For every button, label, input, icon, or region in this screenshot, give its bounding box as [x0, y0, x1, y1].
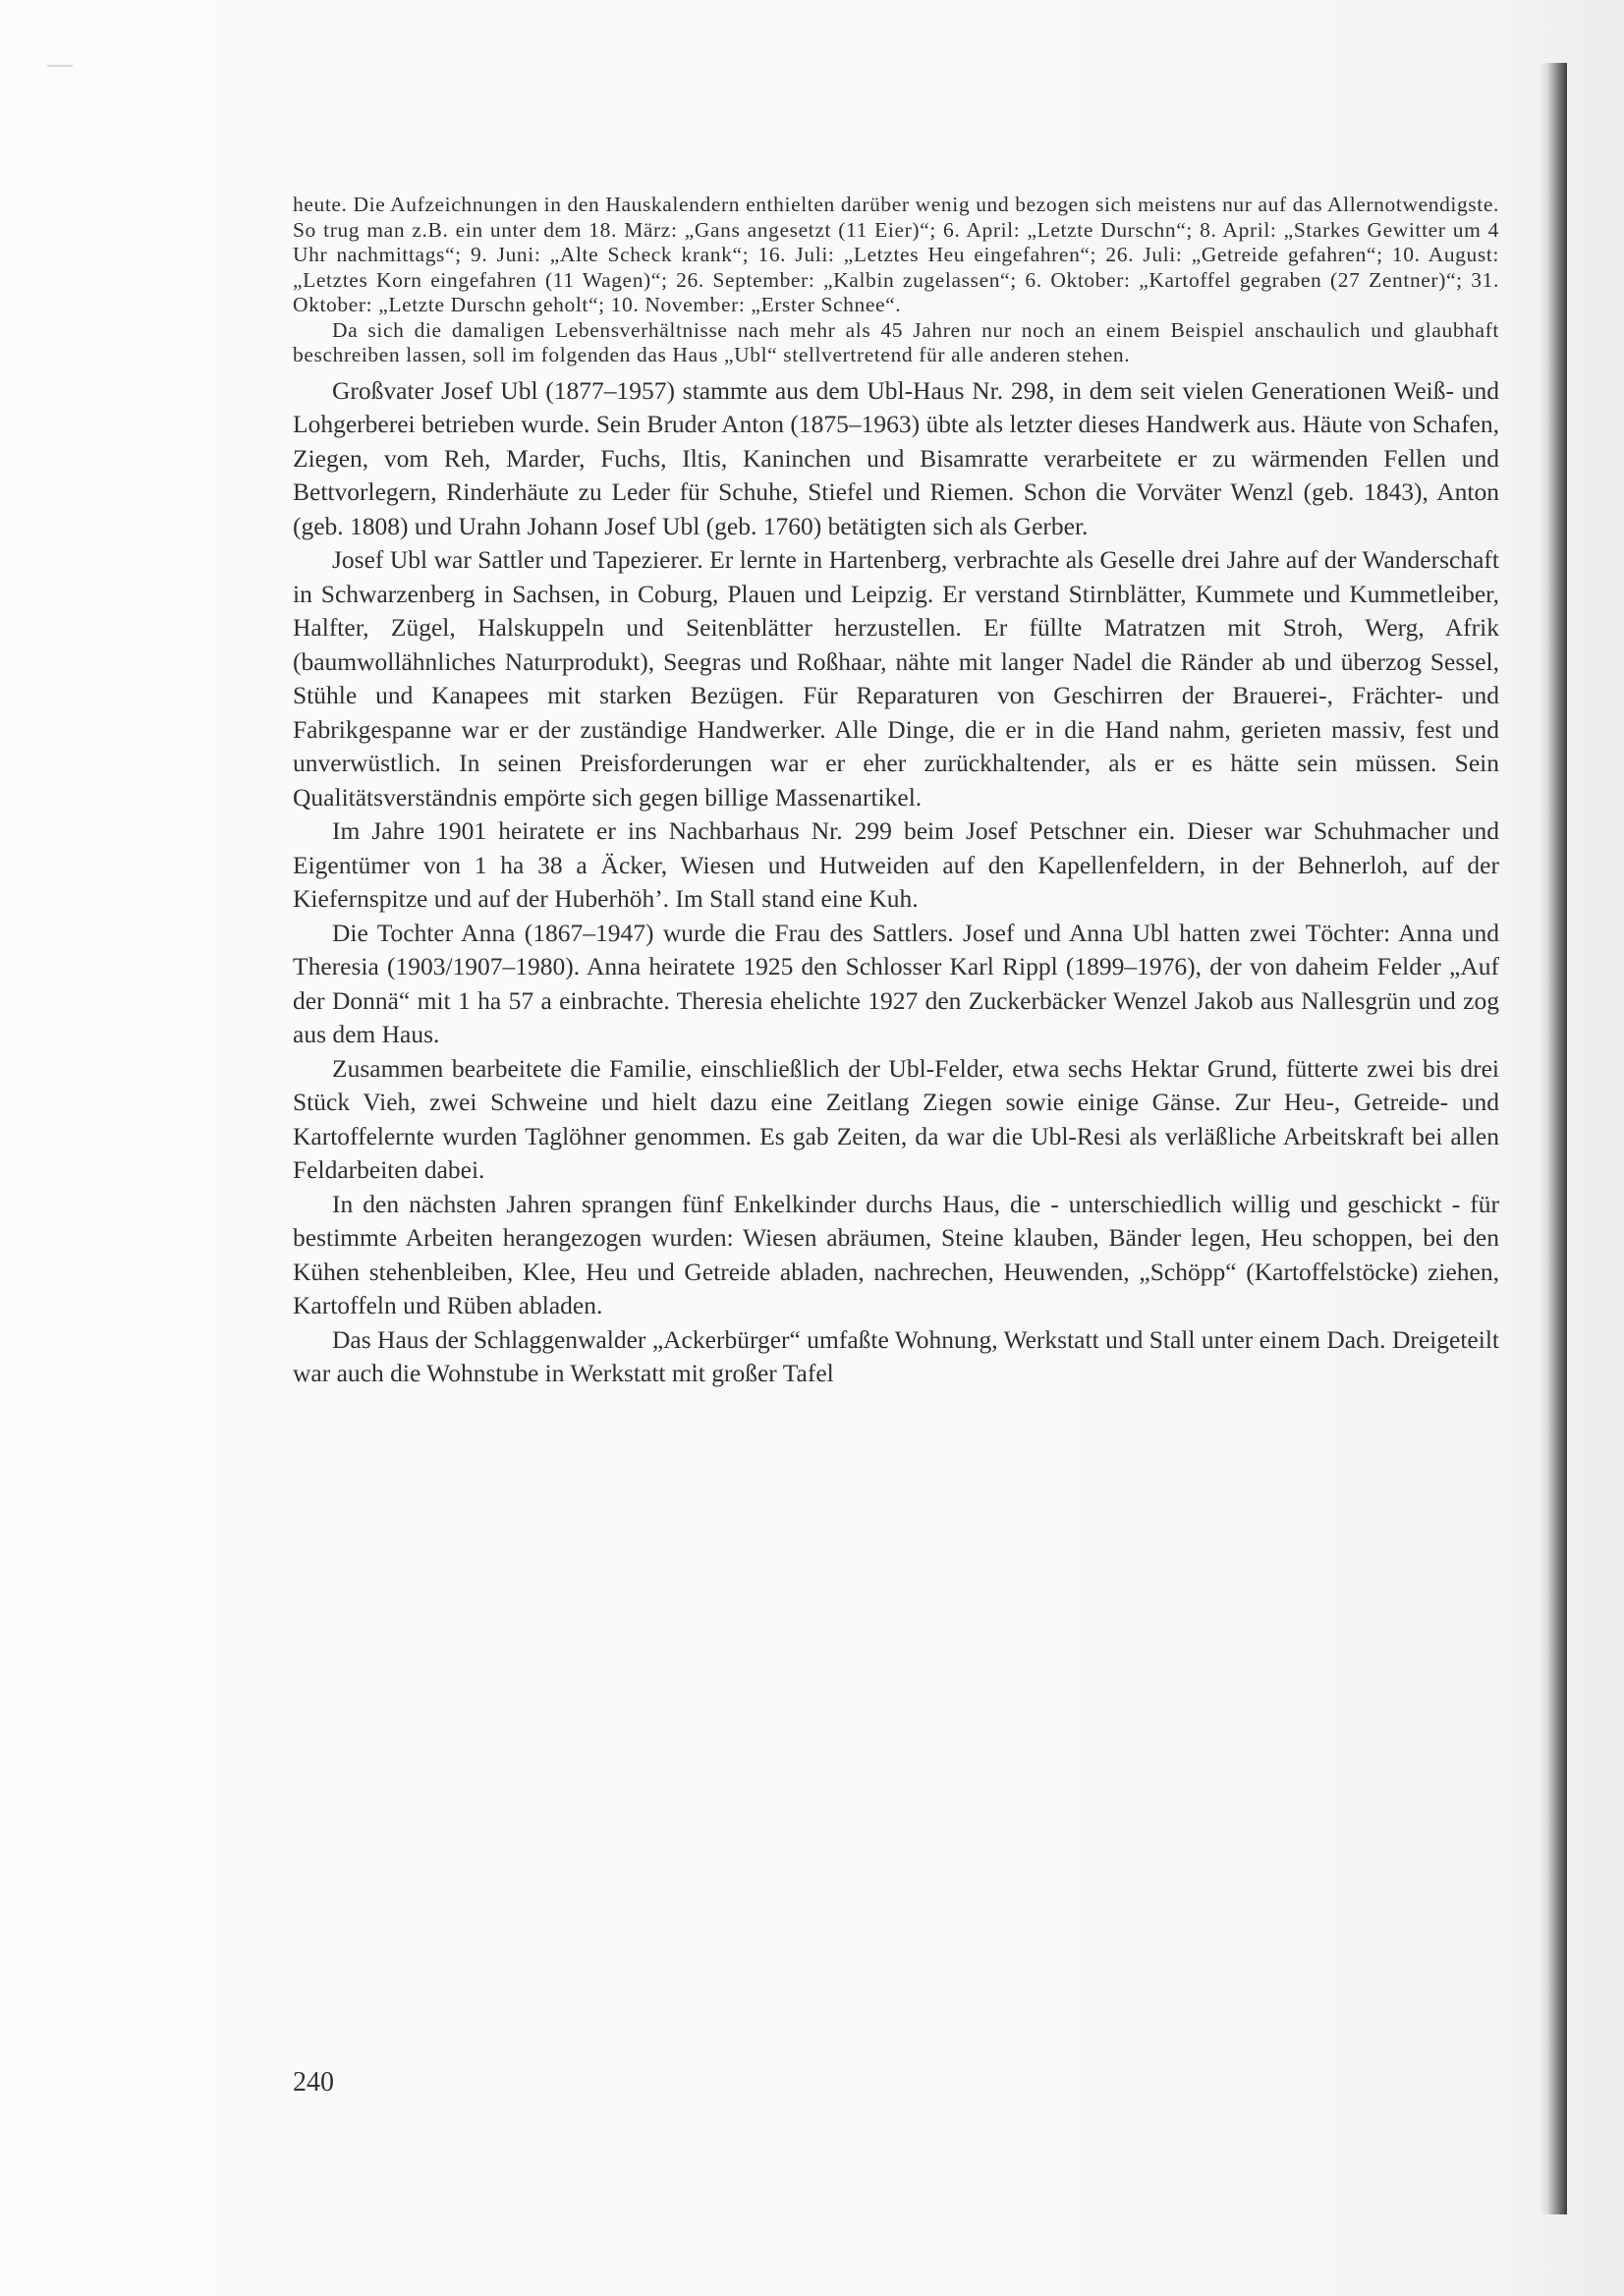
paragraph-house-layout: Das Haus der Schlaggenwalder „Ackerbürger“ umfaßte Wohnung, Werkstatt und Stall unter einem Dach. Dreigeteilt war auch die Wohnstube in Werkstatt mit großer Tafel — [293, 1324, 1499, 1387]
paragraph-daughters: Die Tochter Anna (1867–1947) wurde die Frau des Sattlers. Josef und Anna Ubl hatten zwei Töchter: Anna und Theresia (1903/1907–1980). Anna heiratete 1925 den Schlosser Karl Rippl (1899–1976), der von daheim Felder „Auf der Donnä“ mit 1 ha 57 a einbrachte. Theresia ehelichte 1927 den Zuckerbäcker Wenzel Jakob aus Nallesgrün und zog aus dem Haus. — [293, 918, 1499, 1048]
paragraph-grandchildren: In den nächsten Jahren sprangen fünf Enkelkinder durchs Haus, die - unterschiedlich willig und geschickt - für bestimmte Arbeiten herangezogen wurden: Wiesen abräumen, Steine klauben, Bänder legen, Heu schoppen, bei den Kühen stehenbleiben, Klee, Heu und Getreide abladen, nachrechen, Heuwenden, „Schöpp“ (Kartoffelstöcke) ziehen, Kartoffeln und Rüben abladen. — [293, 1189, 1499, 1319]
small-print-section — [293, 193, 1499, 368]
body-text — [293, 193, 1499, 1391]
book-spine-shadow — [1540, 63, 1567, 2214]
paragraph-house-ubl-intro: Da sich die damaligen Lebensverhältnisse nach mehr als 45 Jahren nur noch an einem Beispiel anschaulich und glaubhaft beschreiben lassen, soll im folgenden das Haus „Ubl“ stellvertretend für alle anderen stehen. — [293, 317, 1499, 366]
main-text-section — [293, 374, 1499, 1391]
paragraph-saddler: Josef Ubl war Sattler und Tapezierer. Er lernte in Hartenberg, verbrachte als Geselle drei Jahre auf der Wanderschaft in Schwarzenberg in Sachsen, in Coburg, Plauen und Leipzig. Er verstand Stirnblätter, Kummete und Kummetleiber, Halfter, Zügel, Halskuppeln und Seitenblätter herzustellen. Er füllte Matratzen mit Stroh, Werg, Afrik (baumwollähnliches Naturprodukt), Seegras und Roßhaar, nähte mit langer Nadel die Ränder ab und überzog Sessel, Stühle und Kanapees mit starken Bezügen. Für Reparaturen von Geschirren der Brauerei-, Frächter- und Fabrikgespanne war er der zuständige Handwerker. Alle Dinge, die er in die Hand nahm, gerieten massiv, fest und unverwüstlich. In seinen Preisforderungen war er eher zurückhaltender, als er es hätte sein müssen. Sein Qualitätsverständnis empörte sich gegen billige Massenartikel. — [293, 545, 1499, 812]
paragraph-grandfather: Großvater Josef Ubl (1877–1957) stammte aus dem Ubl-Haus Nr. 298, in dem seit vielen Generationen Weiß- und Lohgerberei betrieben wurde. Sein Bruder Anton (1875–1963) übte als letzter dieses Handwerk aus. Häute von Schafen, Ziegen, vom Reh, Marder, Fuchs, Iltis, Kaninchen und Bisamratte verarbeitete er zu wärmenden Fellen und Bettvorlegern, Rinderhäute zu Leder für Schuhe, Stiefel und Riemen. Schon die Vorväter Wenzl (geb. 1843), Anton (geb. 1808) und Urahn Johann Josef Ubl (geb. 1760) betätigten sich als Gerber. — [293, 375, 1499, 540]
paragraph-farming: Zusammen bearbeitete die Familie, einschließlich der Ubl-Felder, etwa sechs Hektar Grund, fütterte zwei bis drei Stück Vieh, zwei Schweine und hielt dazu eine Zeitlang Ziegen sowie einige Gänse. Zur Heu-, Getreide- und Kartoffelernte wurden Taglöhner genommen. Es gab Zeiten, da war die Ubl-Resi als verläßliche Arbeitskraft bei allen Feldarbeiten dabei. — [293, 1053, 1499, 1184]
paragraph-calendar-entries: heute. Die Aufzeichnungen in den Hauskalendern enthielten darüber wenig und bezogen sich meistens nur auf das Allernotwendigste. So trug man z.B. ein unter dem 18. März: „Gans angesetzt (11 Eier)“; 6. April: „Letzte Durschn“; 8. April: „Starkes Gewitter um 4 Uhr nachmittags“; 9. Juni: „Alte Scheck krank“; 16. Juli: „Letztes Heu eingefahren“; 26. Juli: „Getreide gefahren“; 10. August: „Letztes Korn eingefahren (11 Wagen)“; 26. September: „Kalbin zugelassen“; 6. Oktober: „Kartoffel gegraben (27 Zentner)“; 31. Oktober: „Letzte Durschn geholt“; 10. November: „Erster Schnee“. — [293, 193, 1499, 316]
paragraph-marriage: Im Jahre 1901 heiratete er ins Nachbarhaus Nr. 299 beim Josef Petschner ein. Dieser war Schuhmacher und Eigentümer von 1 ha 38 a Äcker, Wiesen und Hutweiden auf den Kapellenfeldern, in der Behnerloh, auf der Kiefernspitze und auf der Huberhöh’. Im Stall stand eine Kuh. — [293, 816, 1499, 913]
page-number: 240 — [293, 2067, 334, 2098]
scan-edge-mark — [47, 65, 73, 67]
